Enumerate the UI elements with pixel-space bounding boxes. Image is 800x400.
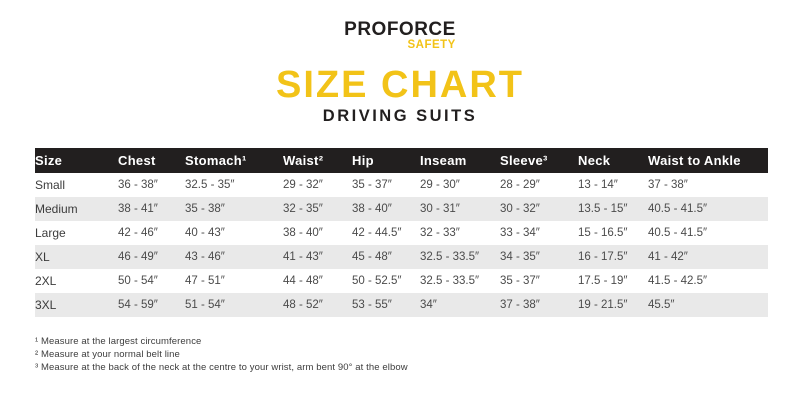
table-cell: 13 - 14″	[578, 179, 618, 191]
table-cell: 41.5 - 42.5″	[648, 275, 708, 287]
table-cell: 42 - 44.5″	[352, 227, 402, 239]
footnotes	[35, 335, 770, 374]
column-header: Chest	[118, 153, 156, 168]
column-header: Waist²	[283, 153, 324, 168]
size-label: 3XL	[35, 298, 57, 312]
table-cell: 30 - 32″	[500, 203, 540, 215]
table-cell: 32.5 - 33.5″	[420, 251, 480, 263]
table-cell: 51 - 54″	[185, 299, 225, 311]
table-header-row	[35, 148, 768, 173]
table-cell: 46 - 49″	[118, 251, 158, 263]
table-cell: 38 - 41″	[118, 203, 158, 215]
brand-logo-lockup	[344, 20, 456, 51]
table-cell: 19 - 21.5″	[578, 299, 628, 311]
footnote: ¹ Measure at the largest circumference	[35, 336, 202, 347]
table-cell: 40.5 - 41.5″	[648, 203, 708, 215]
size-label: Large	[35, 226, 66, 240]
table-cell: 44 - 48″	[283, 275, 323, 287]
table-cell: 35 - 37″	[352, 179, 392, 191]
footnote: ³ Measure at the back of the neck at the centre to your wrist, arm bent 90° at the elbow	[35, 362, 408, 373]
table-cell: 50 - 54″	[118, 275, 158, 287]
table-cell: 32.5 - 33.5″	[420, 275, 480, 287]
table-row	[35, 293, 768, 317]
size-label: 2XL	[35, 274, 57, 288]
column-header: Hip	[352, 153, 374, 168]
table-cell: 50 - 52.5″	[352, 275, 402, 287]
table-cell: 33 - 34″	[500, 227, 540, 239]
size-label: Medium	[35, 202, 78, 216]
page-subtitle: DRIVING SUITS	[322, 107, 478, 125]
table-cell: 41 - 42″	[648, 251, 688, 263]
table-cell: 38 - 40″	[283, 227, 323, 239]
table-cell: 48 - 52″	[283, 299, 323, 311]
table-cell: 38 - 40″	[352, 203, 392, 215]
column-header: Waist to Ankle	[648, 153, 741, 168]
table-row	[35, 221, 768, 245]
page-title: SIZE CHART	[276, 64, 524, 106]
table-cell: 32 - 35″	[283, 203, 323, 215]
column-header: Neck	[578, 153, 611, 168]
table-cell: 42 - 46″	[118, 227, 158, 239]
table-cell: 29 - 30″	[420, 179, 460, 191]
brand-logo	[0, 20, 800, 53]
table-cell: 32 - 33″	[420, 227, 460, 239]
table-cell: 41 - 43″	[283, 251, 323, 263]
size-label: XL	[35, 250, 50, 264]
footnote: ² Measure at your normal belt line	[35, 349, 180, 360]
table-cell: 32.5 - 35″	[185, 179, 235, 191]
table-cell: 54 - 59″	[118, 299, 158, 311]
table-cell: 43 - 46″	[185, 251, 225, 263]
size-table	[35, 148, 768, 317]
table-cell: 53 - 55″	[352, 299, 392, 311]
table-cell: 35 - 37″	[500, 275, 540, 287]
table-cell: 45 - 48″	[352, 251, 392, 263]
brand-name: PROFORCE	[344, 19, 456, 40]
column-header: Inseam	[420, 153, 467, 168]
table-cell: 47 - 51″	[185, 275, 225, 287]
table-cell: 37 - 38″	[500, 299, 540, 311]
table-cell: 29 - 32″	[283, 179, 323, 191]
table-cell: 40.5 - 41.5″	[648, 227, 708, 239]
table-cell: 16 - 17.5″	[578, 251, 628, 263]
column-header: Stomach¹	[185, 153, 247, 168]
column-header: Size	[35, 153, 63, 168]
table-cell: 34 - 35″	[500, 251, 540, 263]
table-cell: 35 - 38″	[185, 203, 225, 215]
table-cell: 15 - 16.5″	[578, 227, 628, 239]
table-cell: 40 - 43″	[185, 227, 225, 239]
table-cell: 28 - 29″	[500, 179, 540, 191]
table-cell: 34″	[420, 299, 437, 311]
table-cell: 45.5″	[648, 299, 675, 311]
table-cell: 36 - 38″	[118, 179, 158, 191]
table-cell: 30 - 31″	[420, 203, 460, 215]
table-cell: 13.5 - 15″	[578, 203, 628, 215]
column-header: Sleeve³	[500, 153, 548, 168]
table-cell: 17.5 - 19″	[578, 275, 628, 287]
table-cell: 37 - 38″	[648, 179, 688, 191]
table-row	[35, 269, 768, 293]
table-row	[35, 197, 768, 221]
table-row	[35, 173, 768, 197]
brand-tagline: SAFETY	[407, 39, 456, 51]
size-label: Small	[35, 178, 66, 192]
table-row	[35, 245, 768, 269]
